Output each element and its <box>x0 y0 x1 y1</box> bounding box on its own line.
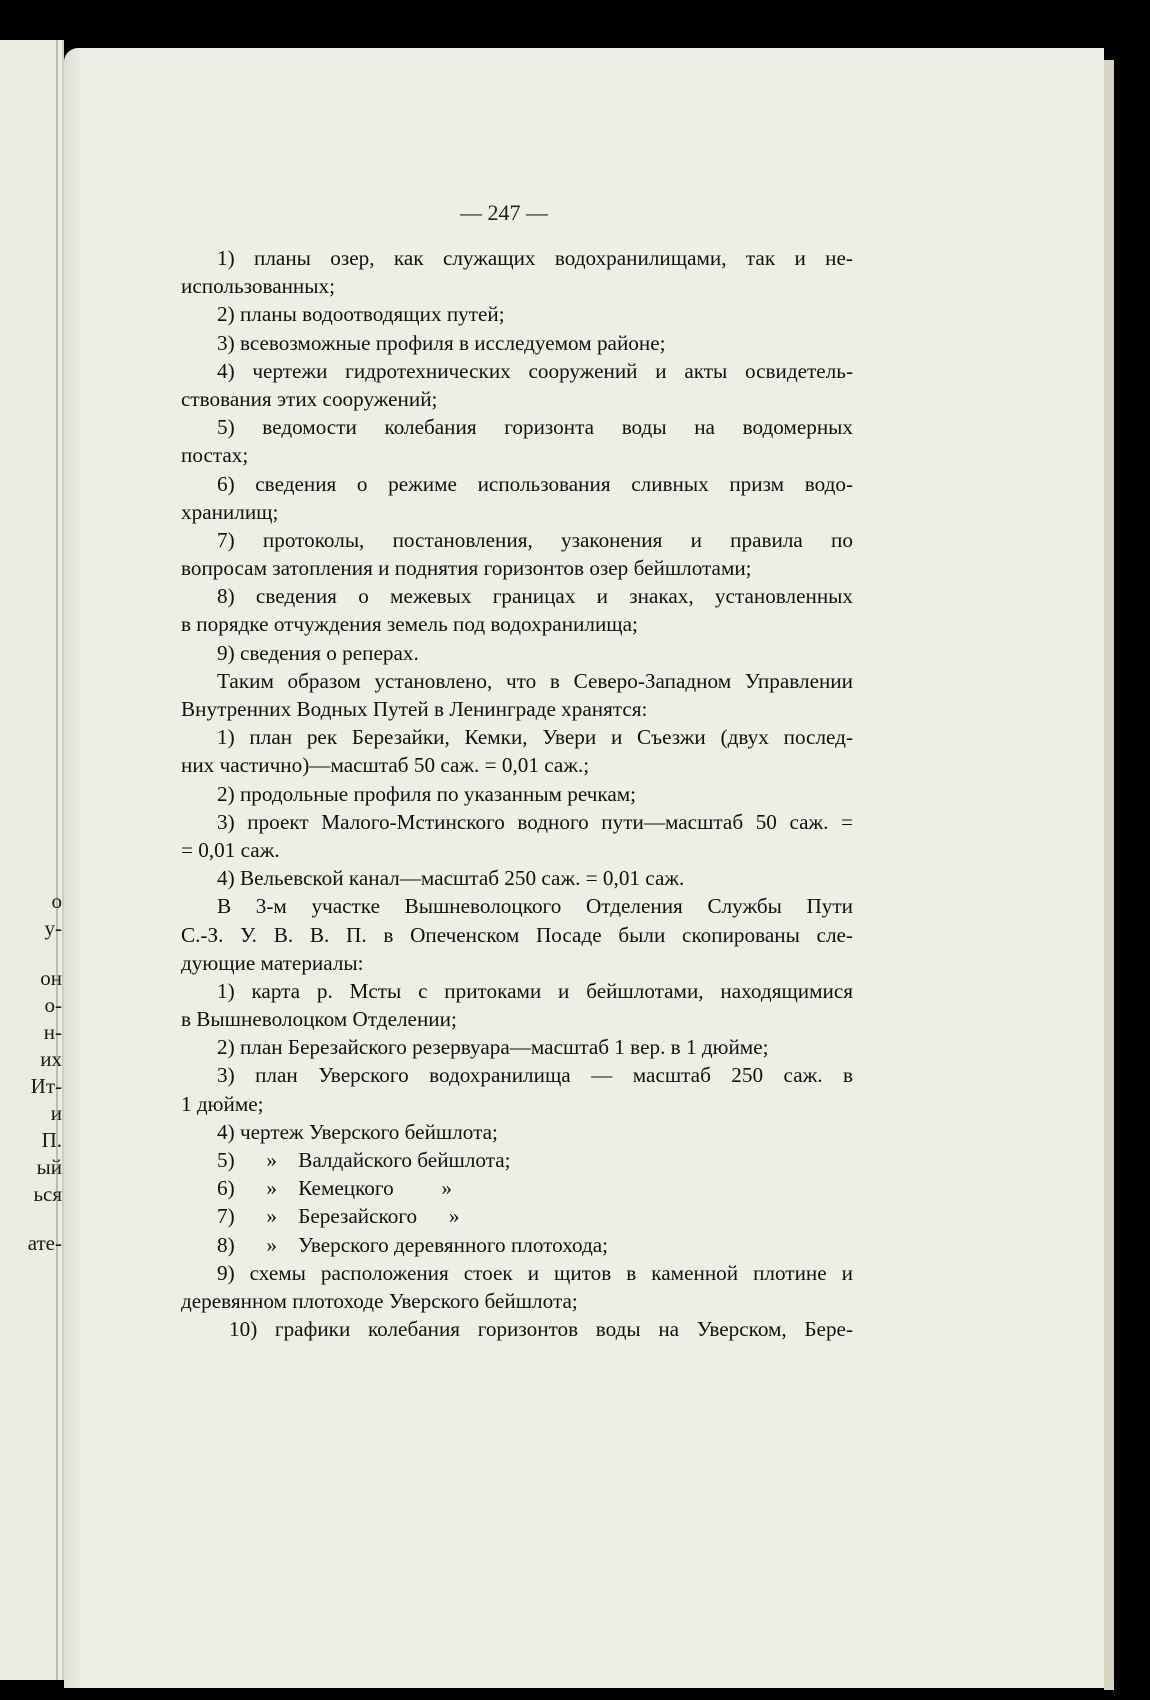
text-line: 4) Вельевской канал—масштаб 250 саж. = 0,01 саж. <box>217 866 685 891</box>
text-line: 9) сведения о реперах. <box>217 640 419 665</box>
text-line: 1) карта р. Мсты с притоками и бейшлотами, находящимися <box>217 978 853 1003</box>
left-page-fragment: он <box>40 966 62 990</box>
left-page-fragment: ый <box>36 1155 62 1179</box>
left-page-fold <box>56 40 58 1680</box>
text-line: дующие материалы: <box>181 950 364 975</box>
text-line: них частично)—масштаб 50 саж. = 0,01 саж.; <box>181 753 590 778</box>
text-line: Внутренних Водных Путей в Ленинграде хранятся: <box>181 697 648 721</box>
right-page-stack <box>1104 60 1114 1690</box>
text-line: в порядке отчуждения земель под водохранилища; <box>181 612 638 637</box>
text-line: хранилищ; <box>181 499 279 524</box>
text-line: вопросам затопления и поднятия горизонтов озер бейшлотами; <box>181 556 752 581</box>
page-gutter-shadow <box>64 48 84 1688</box>
left-page-fragment: ате- <box>27 1231 62 1255</box>
left-page-fragment: и <box>50 1101 62 1125</box>
text-line: 3) план Уверского водохранилища — масштаб 250 саж. в <box>217 1063 853 1088</box>
text-line: 8) » Уверского деревянного плотохода; <box>217 1232 609 1257</box>
text-line: 3) проект Малого-Мстинского водного пути—масштаб 50 саж. = <box>217 809 853 834</box>
left-page-fragment: о <box>51 889 62 913</box>
text-line: 6) » Кемецкого » <box>217 1176 452 1201</box>
text-line: 7) протоколы, постановления, узаконения и правила по <box>217 527 853 552</box>
scan-border <box>1132 0 1150 1700</box>
text-line: 6) сведения о режиме использования сливных призм водо- <box>217 471 853 496</box>
left-page-fragment: их <box>40 1047 62 1071</box>
left-page-fragment: н- <box>43 1020 62 1044</box>
text-line: 4) чертежи гидротехнических сооружений и акты освидетель- <box>217 358 853 383</box>
text-line: 1) планы озер, как служащих водохранилищами, так и не- <box>217 246 853 270</box>
text-line: в Вышневолоцком Отделении; <box>181 1007 457 1032</box>
text-line: 9) схемы расположения стоек и щитов в каменной плотине и <box>217 1260 853 1285</box>
text-line: 4) чертеж Уверского бейшлота; <box>217 1119 498 1144</box>
text-line: С.-З. У. В. В. П. в Опеченском Посаде были скопированы сле- <box>181 922 853 947</box>
page-number: — 247 — <box>460 200 548 225</box>
left-page-fragment: у- <box>44 916 62 940</box>
text-line: постах; <box>181 443 249 468</box>
text-line: = 0,01 саж. <box>181 837 280 862</box>
text-line: 5) ведомости колебания горизонта воды на водомерных <box>217 415 853 440</box>
text-line: 1) план рек Березайки, Кемки, Увери и Съезжи (двух послед- <box>217 725 853 750</box>
text-line: деревянном плотоходе Уверского бейшлота; <box>181 1288 578 1313</box>
left-page-fragment: о- <box>44 993 62 1017</box>
text-line: 1 дюйме; <box>181 1091 264 1116</box>
left-page-edge <box>0 40 64 1680</box>
text-line: использованных; <box>181 274 335 299</box>
text-line: 7) » Березайского » <box>217 1204 460 1229</box>
text-line: 2) продольные профиля по указанным речкам; <box>217 781 637 806</box>
body-text <box>181 244 853 1343</box>
text-line: 10) графики колебания горизонтов воды на Уверском, Бере- <box>229 1317 853 1342</box>
left-page-fragment: Ит- <box>30 1074 62 1098</box>
text-line: ствования этих сооружений; <box>181 386 438 411</box>
text-line: 8) сведения о межевых границах и знаках, установленных <box>217 584 853 609</box>
left-page-fragment: ься <box>33 1182 62 1206</box>
text-line: 3) всевозможные профиля в исследуемом районе; <box>217 330 666 355</box>
text-line: Таким образом установлено, что в Северо-Западном Управлении <box>217 668 853 693</box>
text-line: В 3-м участке Вышневолоцкого Отделения Службы Пути <box>217 894 853 919</box>
left-page-fragment: П. <box>41 1128 62 1152</box>
text-line: 5) » Валдайского бейшлота; <box>217 1148 511 1172</box>
text-line: 2) план Березайского резервуара—масштаб 1 вер. в 1 дюйме; <box>217 1035 769 1060</box>
text-line: 2) планы водоотводящих путей; <box>217 302 505 327</box>
